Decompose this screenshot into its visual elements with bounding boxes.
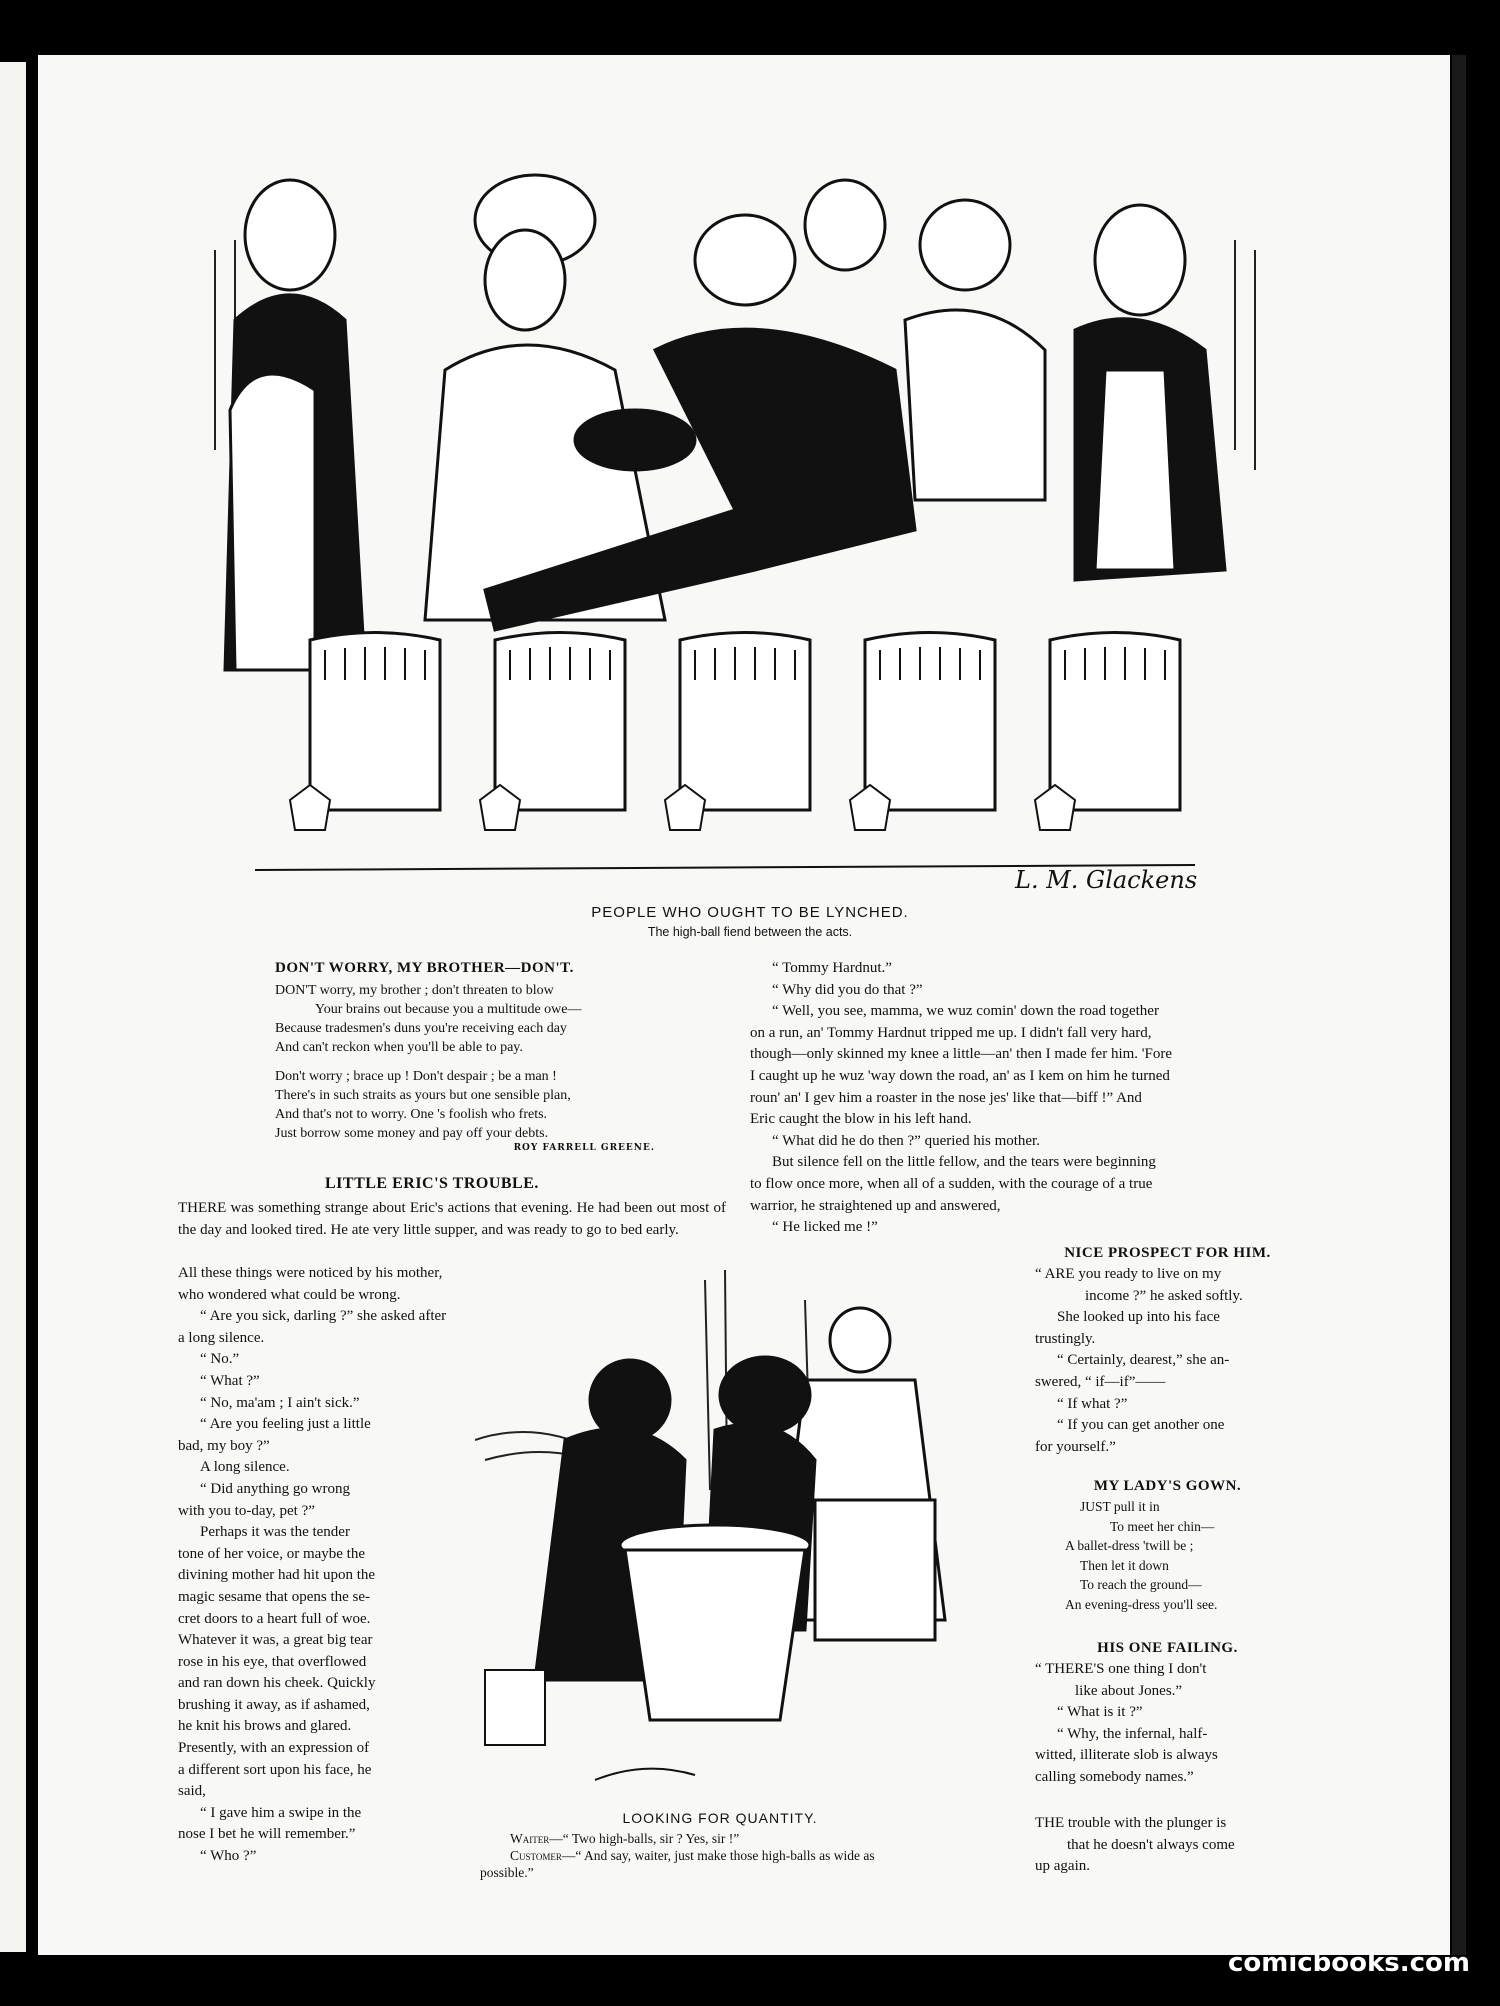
- story-line: rose in his eye, that overflowed: [178, 1653, 367, 1670]
- story-line: warrior, he straightened up and answered,: [750, 1197, 1001, 1214]
- story-line: I caught up he wuz 'way down the road, an' as I kem on him he turned: [750, 1067, 1170, 1084]
- poem-title: DON'T WORRY, MY BROTHER—DON'T.: [275, 960, 574, 976]
- story-line: “ Why did you do that ?”: [772, 981, 923, 998]
- dialogue-line: possible.”: [480, 1865, 534, 1880]
- mid-cartoon-caption-title: LOOKING FOR QUANTITY.: [622, 1810, 818, 1826]
- poem-line: An evening-dress you'll see.: [1065, 1596, 1218, 1612]
- poem-stanza-2: [275, 1067, 655, 1143]
- top-cartoon-illustration: [195, 150, 1305, 895]
- cartoon-signature: L. M. Glackens: [1015, 866, 1198, 894]
- story-line: “ No, ma'am ; I ain't sick.”: [200, 1394, 360, 1411]
- poem-line: To reach the ground—: [1080, 1577, 1202, 1592]
- story-line: a long silence.: [178, 1329, 265, 1346]
- article-line: “ Certainly, dearest,” she an-: [1057, 1352, 1230, 1369]
- story-column-right: [750, 958, 1298, 1239]
- story-line: “ I gave him a swipe in the: [200, 1804, 362, 1821]
- poem-line: DON'T worry, my brother ; don't threaten to blow: [275, 983, 554, 998]
- article-line: “ Why, the infernal, half-: [1057, 1725, 1208, 1742]
- story-line: brushing it away, as if ashamed,: [178, 1696, 370, 1713]
- story-line: “ He licked me !”: [772, 1219, 878, 1236]
- poem-byline: ROY FARRELL GREENE.: [513, 1143, 655, 1153]
- ladys-gown-poem: [1035, 1478, 1300, 1614]
- story-line: who wondered what could be wrong.: [178, 1286, 401, 1303]
- article-line: income ?” he asked softly.: [1085, 1287, 1243, 1304]
- mid-cartoon-illustration: [475, 1260, 1020, 1805]
- story-line: “ What ?”: [200, 1372, 260, 1389]
- adjacent-page-edge: [0, 62, 26, 1952]
- article-line: THE trouble with the plunger is: [1035, 1815, 1227, 1831]
- poem-line: Don't worry ; brace up ! Don't despair ; be a man !: [275, 1069, 557, 1084]
- page-spine-shadow: [1452, 55, 1466, 1955]
- story-line: Whatever it was, a great big tear: [178, 1632, 373, 1649]
- one-failing-article: [1035, 1640, 1300, 1789]
- story-line: “ No.”: [200, 1351, 240, 1368]
- dialogue-line: —“ Two high-balls, sir ? Yes, sir !”: [549, 1831, 740, 1846]
- poem-line: Your brains out because you a multitude owe—: [315, 1002, 582, 1017]
- story-line: Presently, with an expression of: [178, 1740, 370, 1757]
- article-line: up again.: [1035, 1858, 1090, 1875]
- article-line: “ THERE'S one thing I don't: [1035, 1661, 1207, 1677]
- top-cartoon-caption-subtitle: The high-ball fiend between the acts.: [647, 925, 853, 939]
- article-line: witted, illiterate slob is always: [1035, 1747, 1218, 1764]
- story-line: A long silence.: [200, 1459, 290, 1476]
- article-line: trustingly.: [1035, 1330, 1096, 1347]
- story-line: a different sort upon his face, he: [178, 1761, 372, 1778]
- story-title: LITTLE ERIC'S TROUBLE.: [325, 1175, 539, 1192]
- poem-title: MY LADY'S GOWN.: [1093, 1478, 1242, 1494]
- nice-prospect-article: [1035, 1245, 1300, 1458]
- speaker-waiter: Waiter: [510, 1831, 550, 1846]
- poem-line: Because tradesmen's duns you're receiving each day: [275, 1021, 567, 1036]
- poem-line: Then let it down: [1080, 1557, 1169, 1573]
- story-line: “ Are you feeling just a little: [200, 1416, 371, 1433]
- story-line: though—only skinned my knee a little—an' then I made fer him. 'Fore: [750, 1046, 1172, 1063]
- story-line: he knit his brows and glared.: [178, 1718, 352, 1735]
- top-cartoon-caption-title: PEOPLE WHO OUGHT TO BE LYNCHED.: [591, 904, 909, 921]
- article-line: “ What is it ?”: [1057, 1704, 1143, 1721]
- story-line: cret doors to a heart full of woe.: [178, 1610, 371, 1627]
- story-line: “ Tommy Hardnut.”: [772, 960, 892, 976]
- poem-line: There's in such straits as yours but one sensible plan,: [275, 1088, 571, 1103]
- story-line: with you to-day, pet ?”: [178, 1502, 315, 1519]
- story-line: on a run, an' Tommy Hardnut tripped me up. I didn't fall very hard,: [750, 1024, 1152, 1041]
- article-line: swered, “ if—if”——: [1035, 1373, 1166, 1390]
- poem-line: Just borrow some money and pay off your debts.: [275, 1126, 549, 1141]
- article-line: like about Jones.”: [1075, 1682, 1183, 1699]
- article-line: “ If you can get another one: [1057, 1417, 1225, 1434]
- poem-line: And can't reckon when you'll be able to pay.: [275, 1040, 523, 1055]
- story-line: Eric caught the blow in his left hand.: [750, 1111, 972, 1128]
- plunger-article: [1035, 1813, 1300, 1878]
- article-line: that he doesn't always come: [1067, 1836, 1235, 1853]
- poem-line: To meet her chin—: [1110, 1518, 1215, 1534]
- story-line: “ Who ?”: [200, 1848, 257, 1865]
- story-line: All these things were noticed by his mother,: [178, 1265, 443, 1281]
- story-line: magic sesame that opens the se-: [178, 1588, 371, 1605]
- story-line: tone of her voice, or maybe the: [178, 1545, 366, 1562]
- article-line: calling somebody names.”: [1035, 1768, 1194, 1785]
- story-line: But silence fell on the little fellow, and the tears were beginning: [772, 1154, 1156, 1171]
- story-intro: THERE was something strange about Eric's actions that evening. He had been out most of the day and looked tired. He ate very little supper, and was ready to go to bed early.: [178, 1200, 726, 1238]
- site-watermark: comicbooks.com: [1227, 1948, 1470, 1978]
- story-line: Perhaps it was the tender: [200, 1524, 350, 1541]
- poem-dont-worry: [275, 960, 655, 1153]
- story-column-left: [178, 1263, 448, 1868]
- dialogue-line: —“ And say, waiter, just make those high-balls as wide as: [561, 1848, 875, 1863]
- story-line: “ Well, you see, mamma, we wuz comin' down the road together: [772, 1003, 1159, 1020]
- story-line: and ran down his cheek. Quickly: [178, 1675, 376, 1692]
- story-line: “ Did anything go wrong: [200, 1480, 350, 1497]
- article-line: for yourself.”: [1035, 1438, 1116, 1455]
- story-line: “ Are you sick, darling ?” she asked after: [200, 1308, 447, 1325]
- mid-cartoon-dialogue: [480, 1830, 1000, 1881]
- speaker-customer: Customer: [510, 1848, 562, 1863]
- article-title: HIS ONE FAILING.: [1097, 1640, 1238, 1656]
- story-line: “ What did he do then ?” queried his mother.: [772, 1132, 1040, 1149]
- story-line: roun' an' I gev him a roaster in the nose jes' like that—biff !” And: [750, 1089, 1142, 1106]
- poem-line: JUST pull it in: [1080, 1499, 1160, 1514]
- article-line: She looked up into his face: [1057, 1309, 1220, 1326]
- poem-line: And that's not to worry. One 's foolish who frets.: [275, 1107, 548, 1122]
- article-line: “ If what ?”: [1057, 1395, 1128, 1412]
- article-line: “ ARE you ready to live on my: [1035, 1266, 1222, 1282]
- story-line: said,: [178, 1783, 206, 1800]
- story-line: divining mother had hit upon the: [178, 1567, 376, 1584]
- article-title: NICE PROSPECT FOR HIM.: [1064, 1245, 1271, 1261]
- poem-stanza-1: [275, 981, 655, 1057]
- poem-line: A ballet-dress 'twill be ;: [1065, 1538, 1194, 1553]
- story-line: bad, my boy ?”: [178, 1437, 270, 1454]
- story-line: nose I bet he will remember.”: [178, 1826, 356, 1843]
- story-line: to flow once more, when all of a sudden, with the courage of a true: [750, 1175, 1153, 1192]
